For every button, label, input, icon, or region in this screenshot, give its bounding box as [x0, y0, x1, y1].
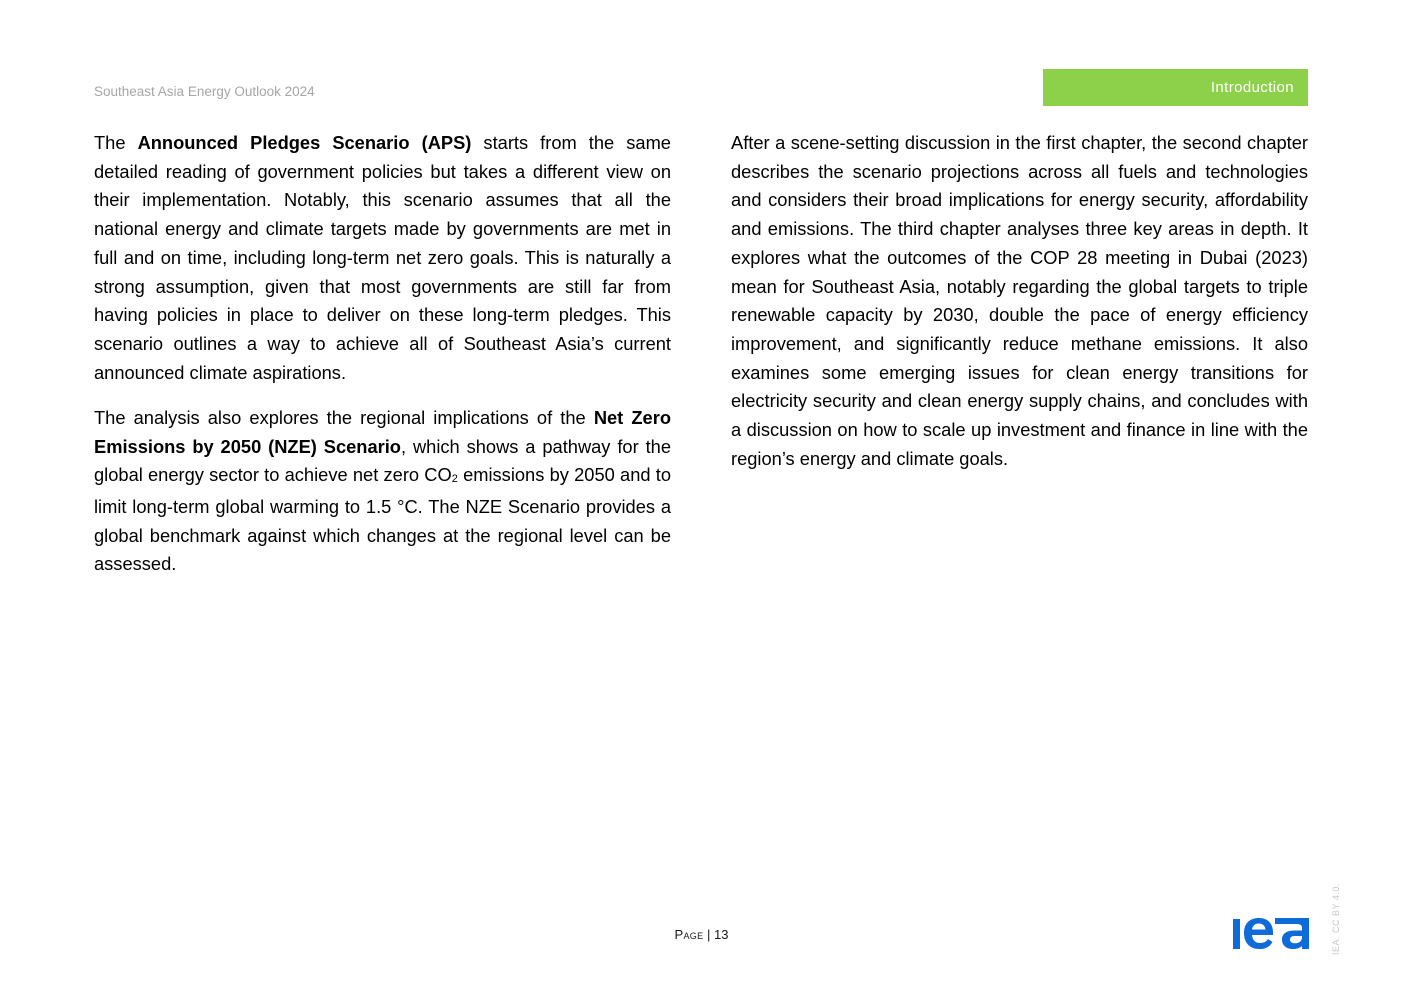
paragraph-text: starts from the same detailed reading of government policies but takes a different view on their implementation. Notably, this scenario assumes that all the national energy and climate targets made by governments are met in full and on time, including long-term net zero goals. This is naturally a strong assumption, given that most governments are still far from having policies in place to deliver on these long-term pledges. This scenario outlines a way to achieve all of Southeast Asia’s current announced climate aspirations. — [94, 132, 671, 383]
paragraph-nze — [94, 404, 671, 579]
paragraph-aps — [94, 129, 671, 387]
left-column — [94, 129, 671, 596]
iea-logo-icon — [1233, 915, 1309, 951]
section-tab — [1043, 69, 1308, 106]
paragraph-text: The — [94, 132, 138, 153]
section-label: Introduction — [1210, 79, 1294, 96]
paragraph-text: The analysis also explores the regional implications of the — [94, 406, 594, 428]
paragraph-text: emissions by 2050 and to limit long-term global warming to 1.5 °C. The NZE Scenario provides a global benchmark against which changes at the regional level can be assessed. — [94, 464, 671, 575]
page-word: Page — [674, 927, 704, 942]
subscript-2: 2 — [451, 473, 458, 486]
paragraph-text: , which shows a pathway for the global energy sector to achieve net zero CO — [94, 435, 671, 486]
report-title: Southeast Asia Energy Outlook 2024 — [94, 84, 315, 99]
page-separator: | — [703, 927, 715, 942]
term-nze: Net Zero Emissions by 2050 (NZE) Scenario — [94, 406, 671, 457]
license-text: IEA. CC BY 4.0. — [1331, 883, 1341, 955]
right-column — [731, 129, 1308, 490]
paragraph-chapters: After a scene-setting discussion in the first chapter, the second chapter describes the scenario projections across all fuels and technologies and considers their broad implications for energy security, affordability and emissions. The third chapter analyses three key areas in depth. It explores what the outcomes of the COP 28 meeting in Dubai (2023) mean for Southeast Asia, notably regarding the global targets to triple renewable capacity by 2030, double the pace of energy efficiency improvement, and significantly reduce methane emissions. It also examines some emerging issues for clean energy transitions for electricity security and clean energy supply chains, and concludes with a discussion on how to scale up investment and finance in line with the region’s energy and climate goals. — [731, 132, 1308, 469]
page-number — [0, 927, 1403, 942]
page-number-value: 13 — [714, 927, 729, 942]
term-aps: Announced Pledges Scenario (APS) — [137, 132, 472, 153]
